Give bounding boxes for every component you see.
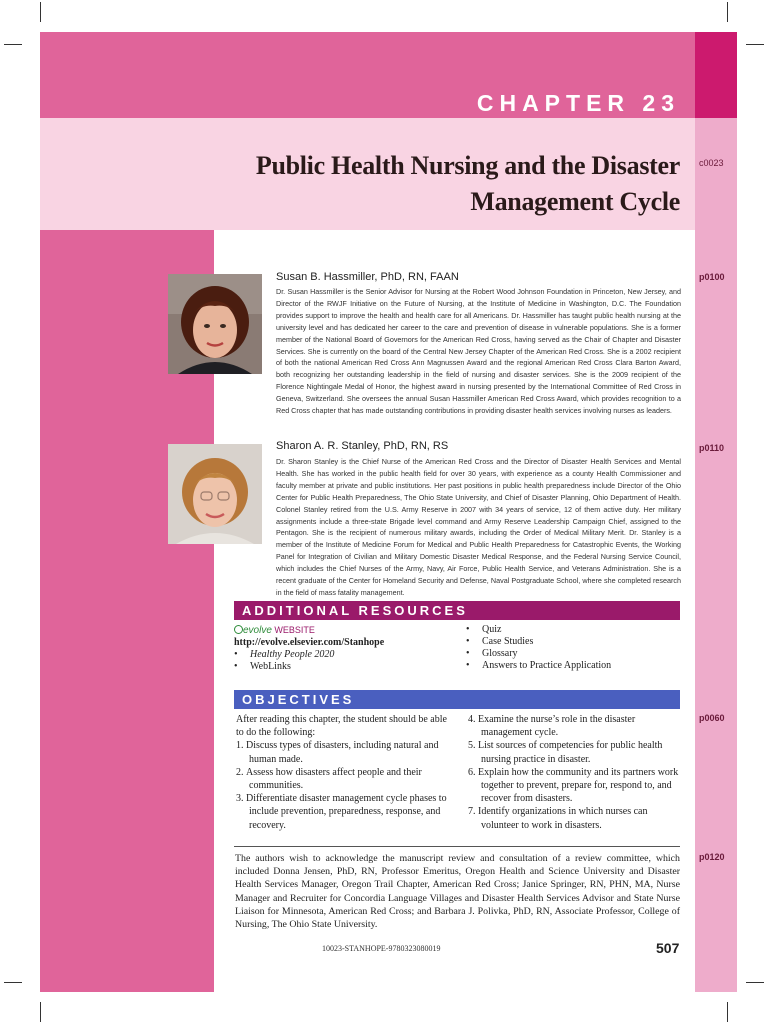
chapter-title <box>220 148 680 220</box>
evolve-website-label <box>234 624 464 637</box>
divider <box>234 846 680 847</box>
list-item[interactable]: • Glossary <box>466 648 680 660</box>
crop-mark <box>40 1002 41 1022</box>
author-bio-hassmiller: Dr. Susan Hassmiller is the Senior Advisor for Nursing at the Robert Wood Johnson Foundation in Princeton, New Jersey, and Director of the RWJF Initiative on the Future of Nursing, at the Institute of Medicine in Washington, D.C. The Foundation provides support to improve the health and health care for all Americans. Dr. Hassmiller has taught public health nursing at the university level and has dedicated her career to the care and prevention of disease in vulnerable populations. She is a former member of the National Board of Governors for the American Red Cross, having served as the Chair of Chapter and Disaster Services. She is currently on the board of the Central New Jersey Chapter of the American Red Cross. She is a 2002 recipient of both the national American Red Cross Ann Magnussen Award and the regional American Red Cross Clara Barton Award, both recognizing her outstanding leadership in the field of nursing and disaster services. She is the 2009 recipient of the Florence Nightingale Medal of Honor, the highest award in nursing presented by the International Committee of Red Cross in Geneva, Switzerland. She oversees the annual Susan Hassmiller American Red Cross Award, which provides recognition to a Red Cross chapter that has made outstanding contributions in providing disaster health services involving nurses as leaders. <box>276 287 681 416</box>
list-item[interactable]: • Healthy People 2020 <box>234 649 464 661</box>
evolve-url-link[interactable]: http://evolve.elsevier.com/Stanhope <box>234 637 385 648</box>
crop-mark <box>727 2 728 22</box>
objectives-intro: After reading this chapter, the student should be able to do the following: <box>236 714 447 739</box>
crop-mark <box>746 44 764 45</box>
author-photo-stanley <box>168 444 262 544</box>
resources-left-list <box>234 649 464 673</box>
portrait-image <box>168 274 262 374</box>
para-id: p0100 <box>699 272 725 282</box>
crop-mark <box>727 1002 728 1022</box>
acknowledgment-text: The authors wish to acknowledge the manuscript review and consultation of a review committee, which included Donna Jensen, PhD, RN, Professor Emeritus, Oregon Health and Science University and Disaster Health Services Manager, Oregon Trail Chapter, American Red Cross; Janice Springer, RN, PHN, MA, Nurse Manager and Recruiter for Concordia Language Villages and Disaster Health Services Advisor and State Nurse Liaison for Minnesota, American Red Cross; and Barbara J. Polivka, PhD, RN, Associate Professor, College of Nursing, The Ohio State University. <box>235 853 680 931</box>
author-name-hassmiller: Susan B. Hassmiller, PhD, RN, FAAN <box>276 271 459 283</box>
crop-mark <box>40 2 41 22</box>
objective-item: 7. Identify organizations in which nurses can volunteer to work in disasters. <box>468 806 648 831</box>
chapter-title-line-2: Management Cycle <box>470 187 680 216</box>
chapter-label: CHAPTER 23 <box>476 90 680 116</box>
objective-item: 5. List sources of competencies for public health nursing practice in disaster. <box>468 740 663 765</box>
objective-item: 1. Discuss types of disasters, including natural and human made. <box>236 740 439 765</box>
author-photo-hassmiller <box>168 274 262 374</box>
crop-mark <box>4 44 22 45</box>
objective-item: 4. Examine the nurse’s role in the disaster management cycle. <box>468 714 636 739</box>
header-corner-band <box>695 32 737 118</box>
page-number: 507 <box>656 940 680 956</box>
resources-right <box>466 624 680 672</box>
author-name-stanley: Sharon A. R. Stanley, PhD, RN, RS <box>276 440 449 452</box>
resources-left <box>234 624 464 673</box>
objective-item: 3. Differentiate disaster management cycle phases to include prevention, preparedness, response, and recovery. <box>236 793 447 831</box>
crop-mark <box>746 982 764 983</box>
objectives-list-right <box>468 713 680 832</box>
portrait-image <box>168 444 262 544</box>
resources-right-list <box>466 624 680 672</box>
para-id: p0060 <box>699 713 725 723</box>
list-item[interactable]: • WebLinks <box>234 661 464 673</box>
evolve-logo-icon <box>234 625 243 634</box>
objective-item: 2. Assess how disasters affect people and their communities. <box>236 766 422 792</box>
list-item[interactable]: • Case Studies <box>466 636 680 648</box>
objectives-left <box>236 713 448 832</box>
chapter-code: c0023 <box>699 158 724 168</box>
objectives-right <box>468 713 680 832</box>
para-id: p0110 <box>699 443 725 453</box>
additional-resources-header: ADDITIONAL RESOURCES <box>234 601 680 620</box>
website-label: WEBSITE <box>274 625 315 635</box>
list-item[interactable]: • Answers to Practice Application <box>466 660 680 672</box>
para-id: p0120 <box>699 852 725 862</box>
footer-code: 10023-STANHOPE-9780323080019 <box>322 944 441 953</box>
chapter-title-line-1: Public Health Nursing and the Disaster <box>255 151 680 180</box>
author-bio-stanley: Dr. Sharon Stanley is the Chief Nurse of the American Red Cross and the Director of Disaster Health Services and Mental Health. She has worked in the public health field for over 30 years, with experience as a county Health Commissioner and faculty member at private and public institutions. Her past positions in public health preparedness include Director of the Ohio Center for Public Health Preparedness, The Ohio State University, and Chief of Disaster Planning, Ohio Department of Health. Colonel Stanley retired from the U.S. Army Reserve in 2007 with 34 years of service, 12 of them active duty. Her military assignments include a three-state Brigade level command and Army Reserve Leadership Campaign Chief, assigned to the Pentagon. She is the recipient of numerous military awards, including the Order of Medical Military Merit. Dr. Stanley is a member of the Institute of Medicine Forum for Medical and Public Health Preparedness for Catastrophic Events, the Working Panel for Integration of Civilian and Military Domestic Disaster Medical Response, and the Federal Nursing Service Council, which includes the Chief Nurses of the Army, Navy, Air Force, Public Health Service, and Veterans Administration. She is a recent graduate of the Center for Homeland Security and Defense, Naval Postgraduate School, where she completed research in the field of mass fatality management. <box>276 457 681 597</box>
list-item[interactable]: • Quiz <box>466 624 680 636</box>
objective-item: 6. Explain how the community and its partners work together to prevent, prepare for, respond to, and recover from disasters. <box>468 766 679 805</box>
objectives-header: OBJECTIVES <box>234 690 680 709</box>
crop-mark <box>4 982 22 983</box>
evolve-prefix: evolve <box>243 625 272 636</box>
objectives-list-left <box>236 739 448 831</box>
